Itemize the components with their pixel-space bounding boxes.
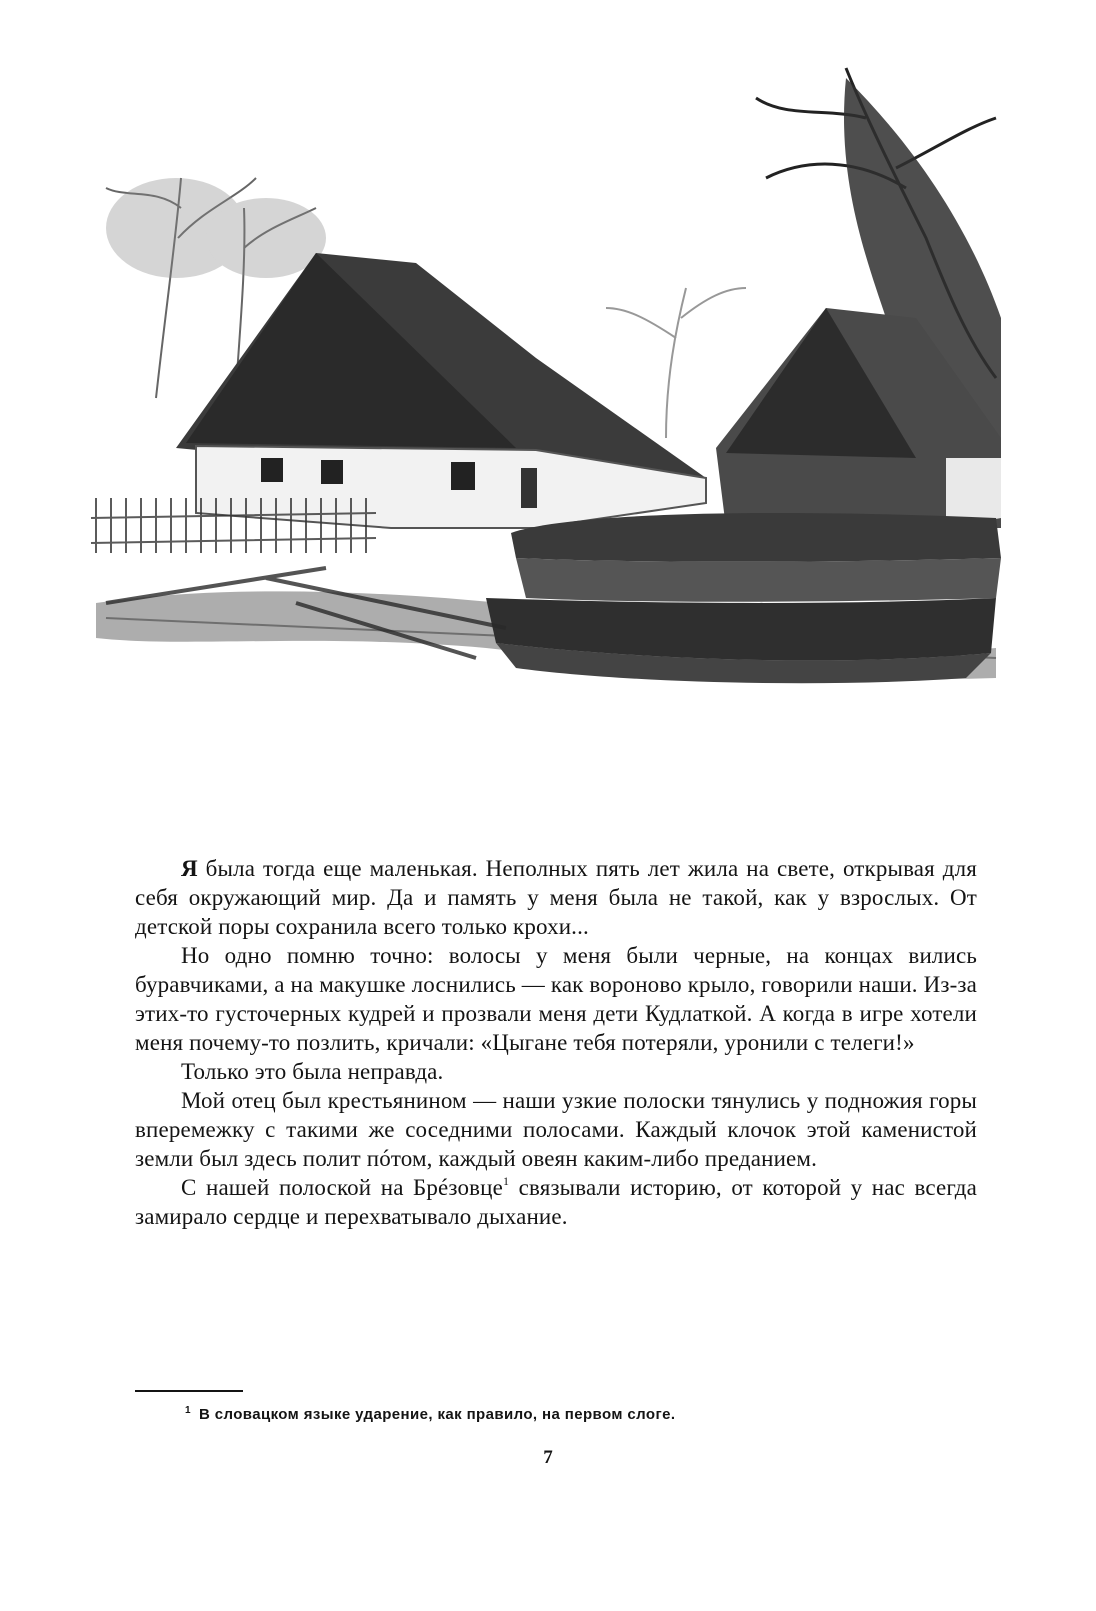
paragraph-5-text-b: связывали историю, от которой у нас всегда замирало сердце и перехватывало дыхание. [135,1175,977,1229]
drop-cap: Я [181,856,198,881]
paragraph-4: Мой отец был крестьянином — наши узкие полоски тянулись у подножия горы вперемежку с такими же соседними полосами. Каждый клочок этой каменистой земли был здесь полит пóтом, каждый овеян каким-либо преданием. [135,1088,977,1171]
village-house-sketch-icon [66,58,1016,698]
footnote-text: В словацком языке ударение, как правило, на первом слоге. [198,1406,676,1423]
paragraph-1-text: была тогда еще маленькая. Неполных пять лет жила на свете, открывая для себя окружающий мир. Да и память у меня была не такой, как у взрослых. От детской поры сохранила всего только крохи... [135,856,977,939]
paragraph-5-text-a: С нашей полоской на Брéзовце [181,1175,503,1200]
footnote [135,1406,977,1423]
footnote-number: 1 [185,1405,191,1416]
village-house-illustration [66,58,1016,698]
paragraph-2: Но одно помню точно: волосы у меня были черные, на концах вились буравчиками, а на макушке лоснились — как вороново крыло, говорили наши. Из-за этих-то густочерных кудрей и прозвали меня дети Кудлаткой. А когда в игре хотели меня почему-то позлить, кричали: «Цыгане тебя потеряли, уронили с телеги!» [135,943,977,1055]
footnote-reference: 1 [503,1174,510,1188]
paragraph-3: Только это была неправда. [181,1059,444,1084]
paragraph-1 [135,854,977,941]
page-number: 7 [543,1447,553,1468]
body-text [135,854,977,1231]
footnote-divider [135,1390,243,1392]
paragraph-5 [135,1173,977,1231]
